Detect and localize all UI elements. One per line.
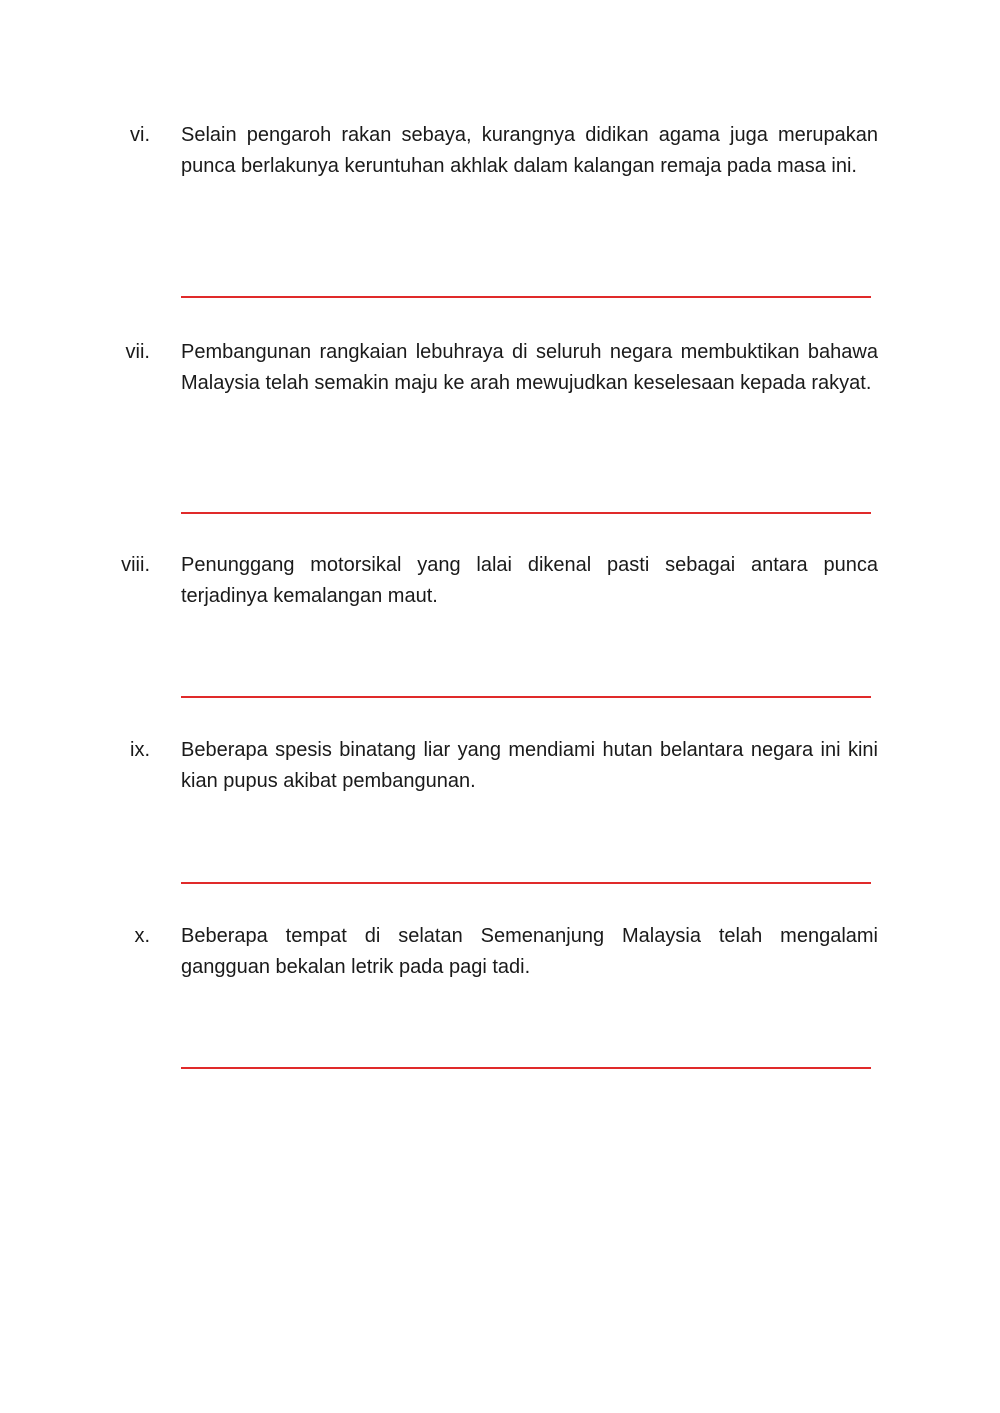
question-text: Selain pengaroh rakan sebaya, kurangnya didikan agama juga merupakan punca berlakunya keruntuhan akhlak dalam kalangan remaja pada masa ini. bbox=[181, 124, 878, 177]
question-text: Beberapa spesis binatang liar yang mendiami hutan belantara negara ini kini kian pupus akibat pembangunan. bbox=[181, 739, 878, 792]
question-number: ix. bbox=[130, 739, 150, 761]
answer-line-x[interactable] bbox=[181, 1067, 871, 1069]
question-text: Beberapa tempat di selatan Semenanjung Malaysia telah mengalami gangguan bekalan letrik pada pagi tadi. bbox=[181, 925, 878, 978]
answer-line-ix[interactable] bbox=[181, 882, 871, 884]
answer-line-vi[interactable] bbox=[181, 296, 871, 298]
answer-line-vii[interactable] bbox=[181, 512, 871, 514]
question-text: Pembangunan rangkaian lebuhraya di seluruh negara membuktikan bahawa Malaysia telah semakin maju ke arah mewujudkan keselesaan kepada rakyat. bbox=[181, 341, 878, 394]
question-number: x. bbox=[134, 925, 150, 947]
question-number: viii. bbox=[121, 554, 150, 576]
question-number: vi. bbox=[130, 124, 150, 146]
question-number: vii. bbox=[125, 341, 150, 363]
question-text: Penunggang motorsikal yang lalai dikenal pasti sebagai antara punca terjadinya kemalangan maut. bbox=[181, 554, 878, 607]
answer-line-viii[interactable] bbox=[181, 696, 871, 698]
